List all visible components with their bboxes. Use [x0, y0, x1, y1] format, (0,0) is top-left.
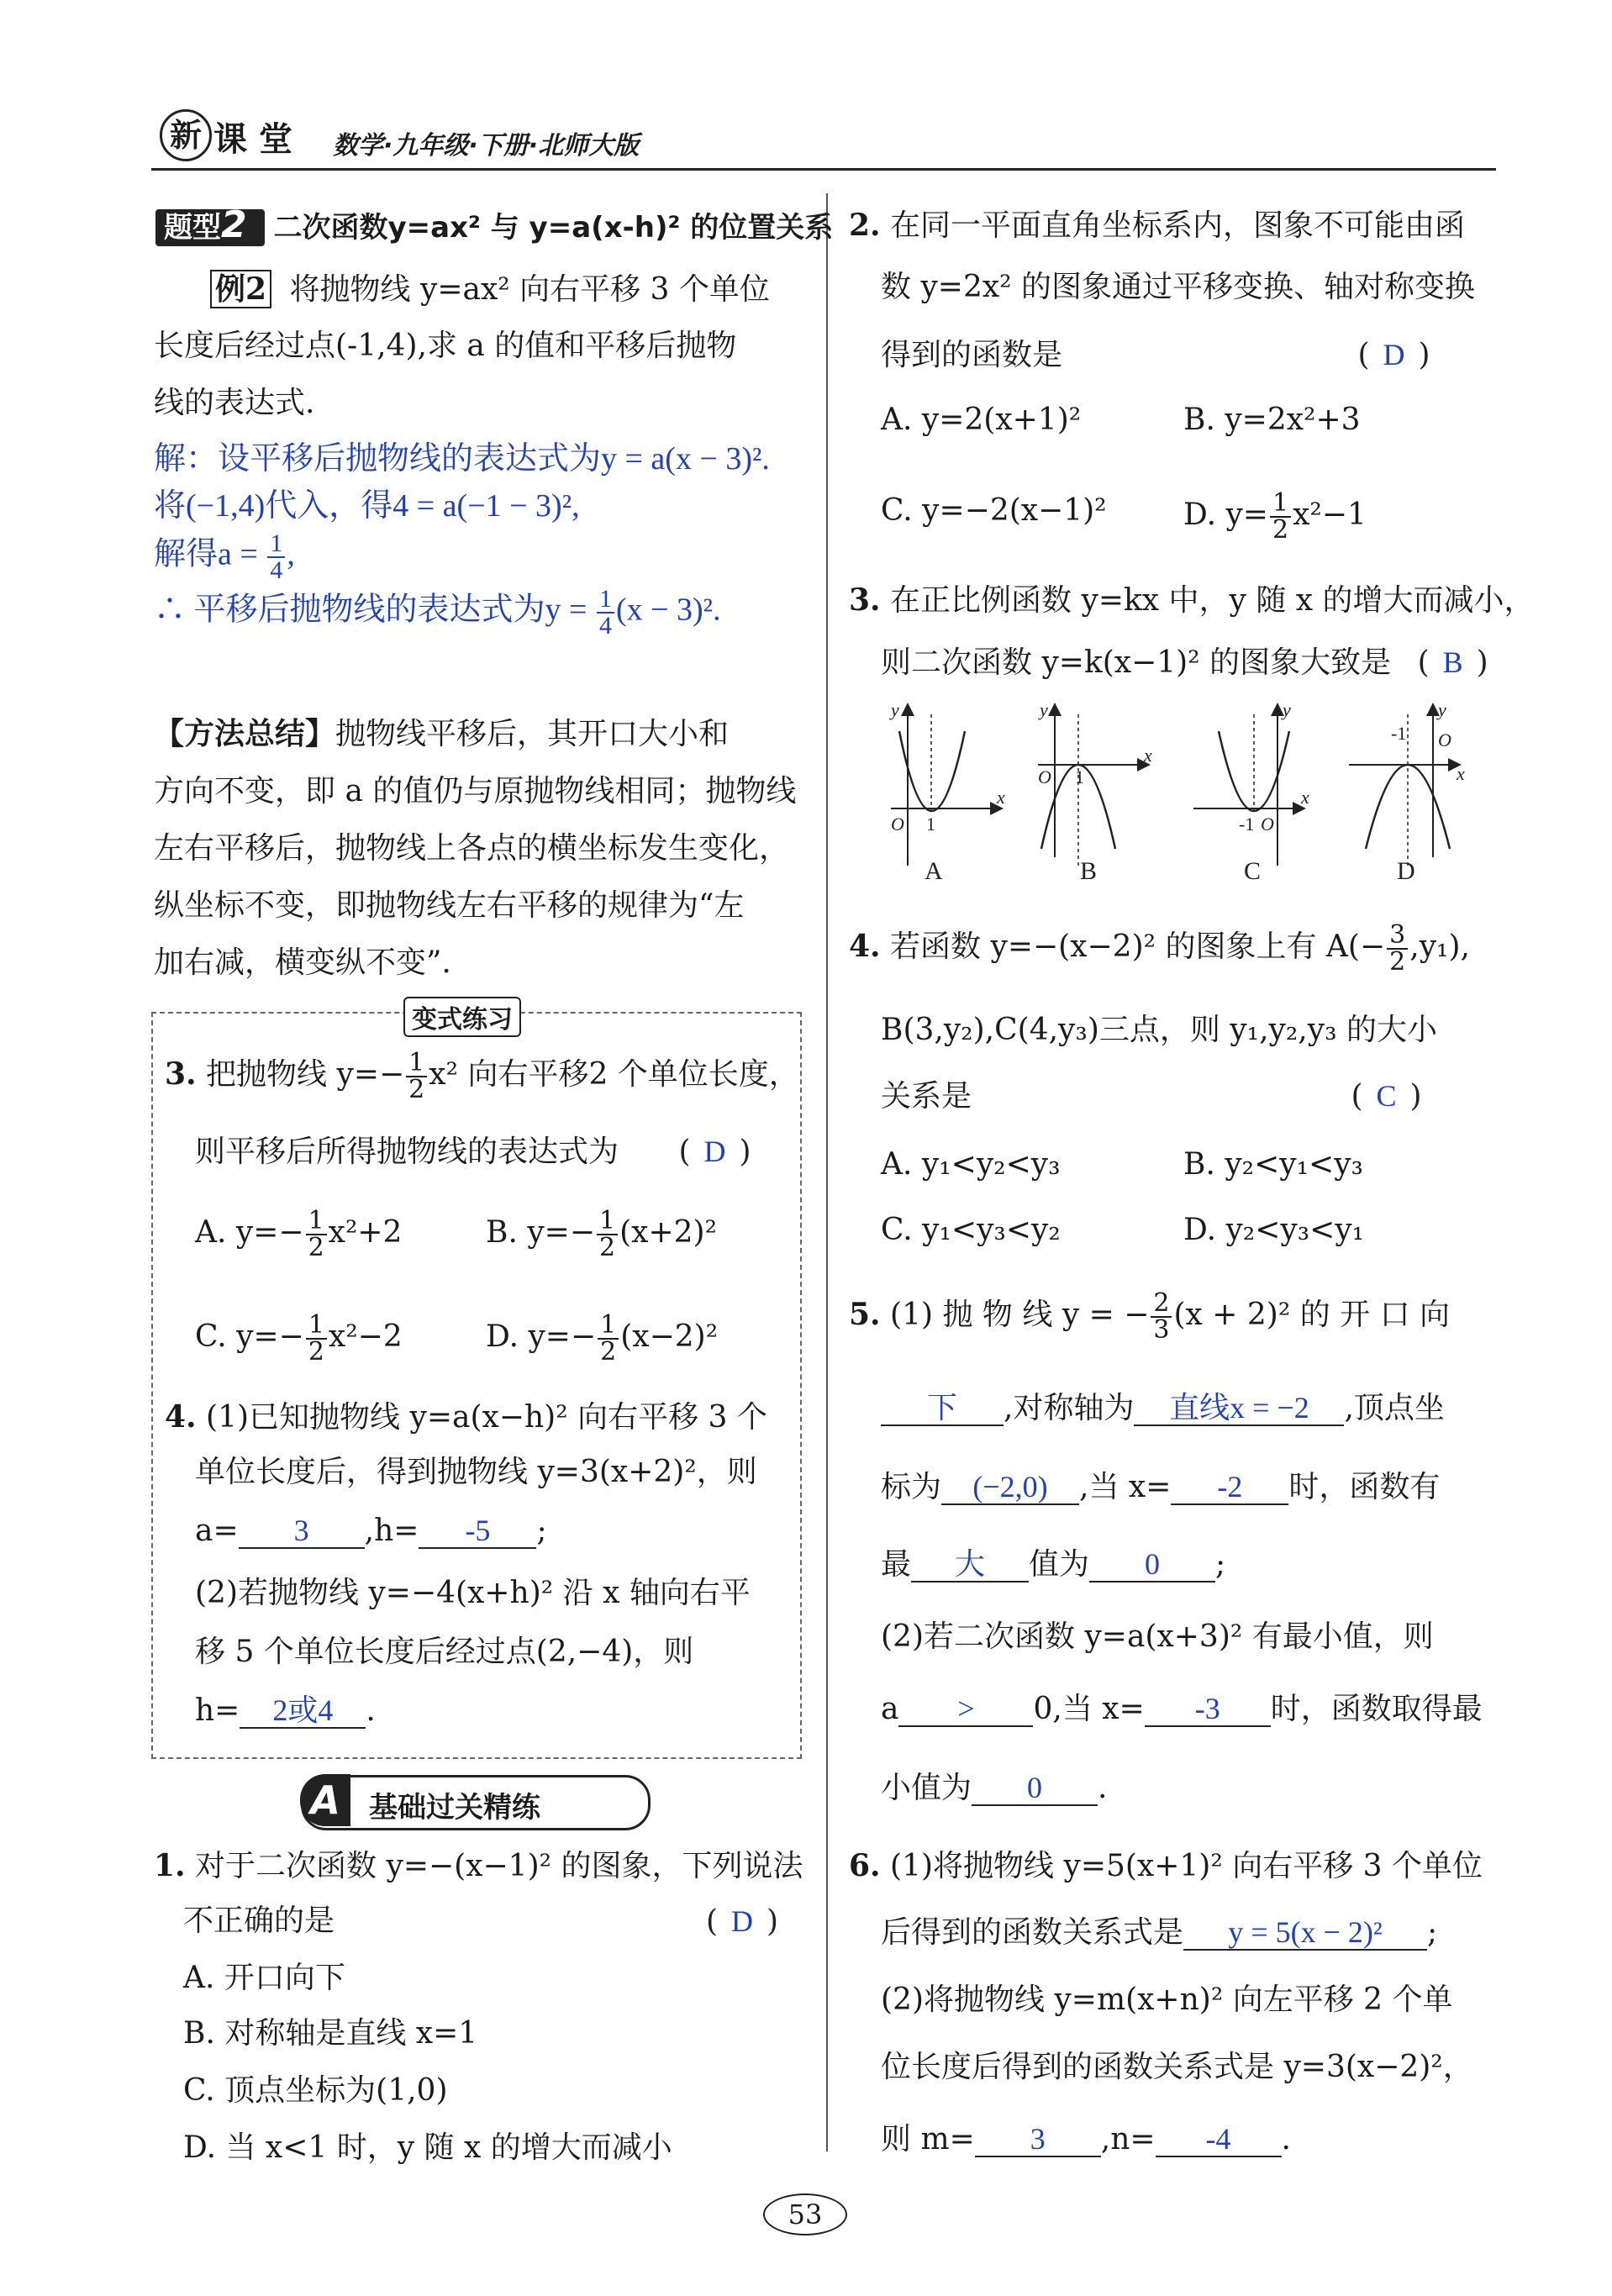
- section-heading: [155, 203, 833, 246]
- q6-line-1: 6. (1)将抛物线 y=5(x+1)² 向右平移 3 个单位: [849, 1848, 1483, 1883]
- q5-line-5: (2)若二次函数 y=a(x+3)² 有最小值，则: [881, 1619, 1434, 1654]
- graph-d-y: y: [1438, 699, 1446, 720]
- q5-extreme-blank: 大: [911, 1547, 1029, 1582]
- method-line-2: 方向不变，即 a 的值仍与原抛物线相同；抛物线: [154, 774, 797, 808]
- graph-label-a: A: [925, 857, 943, 882]
- q2-option-d: D. y= $\frac{1}{2}$ x²−1: [1183, 488, 1367, 545]
- q4-option-d: D. y₂<y₃<y₁: [1183, 1213, 1365, 1247]
- graph-b-o: O: [1038, 766, 1051, 787]
- graph-c: [1193, 699, 1309, 866]
- practice-q4-line-6: h= 2或4 .: [195, 1693, 376, 1728]
- solution-line-3: 解得a = $\frac{1}{4}$ ,: [154, 529, 295, 584]
- graph-c-y: y: [1283, 699, 1291, 720]
- q6-n-blank: -4: [1156, 2122, 1282, 2157]
- practice-q3-option-a: A. y=− $\frac{1}{2}$ x²+2: [195, 1206, 403, 1262]
- q4-line-3: 关系是 ( C ): [881, 1079, 1422, 1114]
- basic-q1-line-2: 不正确的是: [183, 1904, 335, 1938]
- graph-b-y: y: [1040, 699, 1048, 720]
- q2-line-1: 2. 在同一平面直角坐标系内，图象不可能由函: [849, 208, 1466, 243]
- q4-option-c: C. y₁<y₃<y₂: [881, 1213, 1061, 1247]
- example-text-1: 将抛物线 y=ax² 向右平移 3 个单位: [289, 272, 770, 307]
- graph-d-x: x: [1457, 763, 1465, 784]
- basic-banner: [301, 1775, 651, 1830]
- q4-line-2: B(3,y₂),C(4,y₃)三点，则 y₁,y₂,y₃ 的大小: [881, 1013, 1437, 1047]
- q6-line-3: (2)将抛物线 y=m(x+n)² 向左平移 2 个单: [881, 1983, 1453, 2017]
- q2-answer: D: [1383, 338, 1405, 371]
- basic-q1-option-a: A. 开口向下: [183, 1961, 345, 1995]
- example-tag: 例2: [210, 270, 271, 308]
- graph-c-x: x: [1301, 787, 1309, 808]
- practice-q4-h-blank: -5: [419, 1514, 536, 1549]
- graph-d-tick: -1: [1391, 723, 1407, 744]
- example-line-1: [210, 269, 770, 310]
- method-line-3: 左右平移后，抛物线上各点的横坐标发生变化，: [154, 831, 790, 866]
- practice-q3-option-b: B. y=− $\frac{1}{2}$ (x+2)²: [486, 1206, 718, 1262]
- q5-line-6: a > 0,当 x= -3 时，函数取得最: [881, 1692, 1483, 1726]
- basic-q1-line-1: 1. 对于二次函数 y=−(x−1)² 的图象，下列说法: [154, 1848, 803, 1883]
- practice-q4-line-1: 4. (1)已知抛物线 y=a(x−h)² 向右平移 3 个: [165, 1399, 767, 1435]
- graph-a-tick: 1: [926, 814, 935, 835]
- graph-label-c: C: [1244, 857, 1262, 882]
- q3-line-2: 则二次函数 y=k(x−1)² 的图象大致是 ( B ): [881, 645, 1488, 680]
- q5-open-blank: 下: [881, 1391, 1004, 1426]
- basic-q1-option-d: D. 当 x<1 时，y 随 x 的增大而减小: [183, 2130, 672, 2165]
- method-line-1: 【方法总结】抛物线平移后，其开口大小和: [154, 717, 730, 751]
- q6-m-blank: 3: [975, 2122, 1101, 2157]
- graph-b: [1038, 699, 1152, 866]
- page-header: [151, 108, 1496, 175]
- practice-q4-a-blank: 3: [239, 1514, 365, 1549]
- q3-line-1: 3. 在正比例函数 y=kx 中，y 随 x 的增大而减小，: [849, 582, 1535, 618]
- practice-q3-line-2: 则平移后所得抛物线的表达式为 ( D ): [195, 1135, 751, 1169]
- practice-q4-line-4: (2)若抛物线 y=−4(x+h)² 沿 x 轴向右平: [195, 1576, 751, 1610]
- q2-option-b: B. y=2x²+3: [1183, 403, 1361, 437]
- q2-option-a: A. y=2(x+1)²: [881, 403, 1082, 437]
- example-line-3: 线的表达式.: [154, 386, 315, 420]
- brand-char-2: 课: [213, 120, 247, 159]
- basic-q1-option-c: C. 顶点坐标为(1,0): [183, 2073, 448, 2108]
- solution-line-2: 将(−1,4)代入，得4 = a(−1 − 3)²,: [154, 488, 580, 524]
- graph-a-y: y: [891, 699, 899, 720]
- q4-option-a: A. y₁<y₂<y₃: [881, 1147, 1061, 1182]
- method-line-5: 加右减，横变纵不变”.: [154, 945, 451, 980]
- practice-q4-line-5: 移 5 个单位长度后经过点(2,−4)，则: [195, 1635, 694, 1669]
- method-title: 【方法总结】: [154, 717, 336, 751]
- graph-label-b: B: [1080, 857, 1098, 882]
- graph-d: [1349, 699, 1465, 866]
- basic-q1-answer: D: [731, 1904, 754, 1938]
- basic-tag: A: [300, 1774, 350, 1826]
- q5-vertex-blank: (−2,0): [941, 1470, 1079, 1505]
- graph-a-x: x: [997, 787, 1005, 808]
- practice-q4-h2-blank: 2或4: [240, 1693, 366, 1729]
- solution-line-1: 解：设平移后抛物线的表达式为y = a(x − 3)².: [154, 441, 770, 477]
- q5-value-blank: 0: [1089, 1547, 1215, 1582]
- q2-line-3: 得到的函数是 ( D ): [881, 338, 1430, 372]
- practice-q3-line-1: 3. 把抛物线 y=− $\frac{1}{2}$ x² 向右平移2 个单位长度，: [165, 1048, 799, 1104]
- q2-option-c: C. y=−2(x−1)²: [881, 493, 1107, 528]
- practice-q3-option-d: D. y=− $\frac{1}{2}$ (x−2)²: [486, 1310, 719, 1367]
- section-label: 题型2: [155, 209, 265, 246]
- practice-q4-line-3: a= 3 ,h= -5 ;: [195, 1514, 547, 1548]
- q6-line-4: 位长度后得到的函数关系式是 y=3(x−2)²，: [881, 2050, 1473, 2084]
- header-subtitle: 数学·九年级·下册·北师大版: [333, 131, 640, 161]
- q5-line-2: 下 ,对称轴为 直线x = −2 ,顶点坐: [881, 1388, 1445, 1429]
- header-rule: [151, 168, 1496, 171]
- q6-expr-blank: y = 5(x − 2)²: [1183, 1915, 1427, 1951]
- q4-line-1: 4. 若函数 y=−(x−2)² 的图象上有 A(− $\frac{3}{2}$ ,y₁),: [849, 920, 1470, 977]
- q4-answer: C: [1376, 1079, 1397, 1113]
- column-divider: [826, 193, 828, 2151]
- method-line-4: 纵坐标不变，即抛物线左右平移的规律为“左: [154, 888, 745, 923]
- q4-option-b: B. y₂<y₁<y₃: [1183, 1147, 1363, 1182]
- graph-c-o: O: [1261, 814, 1274, 835]
- practice-title: 变式练习: [403, 997, 521, 1037]
- example-line-2: 长度后经过点(-1,4),求 a 的值和平移后抛物: [154, 329, 737, 363]
- q6-line-2: 后得到的函数关系式是 y = 5(x − 2)² ;: [881, 1915, 1438, 1950]
- q5-axis-blank: 直线x = −2: [1134, 1391, 1344, 1426]
- q5-line-4: 最 大 值为 0 ;: [881, 1547, 1226, 1582]
- section-title: 二次函数y=ax² 与 y=a(x-h)² 的位置关系: [273, 211, 834, 245]
- q6-line-5: 则 m= 3 ,n= -4 .: [881, 2122, 1291, 2156]
- page-number: 53: [763, 2193, 847, 2235]
- graph-a-o: O: [891, 814, 904, 835]
- practice-q3-answer: D: [703, 1135, 726, 1168]
- q3-graphs: [874, 698, 1479, 882]
- brand-char-1: 新: [160, 109, 212, 161]
- graph-a: [889, 699, 1005, 866]
- graph-c-tick: -1: [1239, 814, 1255, 835]
- brand-char-3: 堂: [259, 120, 292, 159]
- solution-line-4: ∴ 平移后抛物线的表达式为y = $\frac{1}{4}$ (x − 3)².: [154, 585, 721, 640]
- q5-min-blank: 0: [972, 1771, 1098, 1806]
- graph-d-o: O: [1438, 729, 1451, 750]
- practice-q4-line-2: 单位长度后，得到抛物线 y=3(x+2)²，则: [195, 1455, 757, 1489]
- q5-line-3: 标为 (−2,0) ,当 x= -2 时，函数有: [881, 1470, 1441, 1504]
- brand-logo: [151, 108, 328, 163]
- practice-q3-option-c: C. y=− $\frac{1}{2}$ x²−2: [195, 1310, 403, 1367]
- basic-q1-option-b: B. 对称轴是直线 x=1: [183, 2016, 478, 2051]
- q5-line-1: 5. (1) 抛 物 线 y = − $\frac{2}{3}$ (x + 2)² 的 开 口 向: [849, 1288, 1451, 1345]
- graph-b-x: x: [1144, 745, 1152, 766]
- basic-q1-answer-paren: ( D ): [706, 1904, 779, 1939]
- q5-min-x-blank: -3: [1145, 1692, 1271, 1727]
- q5-a-blank: >: [898, 1692, 1033, 1727]
- graph-b-tick: 1: [1075, 766, 1084, 787]
- basic-title: 基础过关精练: [369, 1791, 540, 1825]
- q2-line-2: 数 y=2x² 的图象通过平移变换、轴对称变换: [881, 270, 1476, 304]
- graph-label-d: D: [1397, 857, 1415, 882]
- q3-answer: B: [1442, 645, 1463, 679]
- q5-x-blank: -2: [1171, 1470, 1288, 1505]
- q5-line-7: 小值为 0 .: [881, 1771, 1108, 1805]
